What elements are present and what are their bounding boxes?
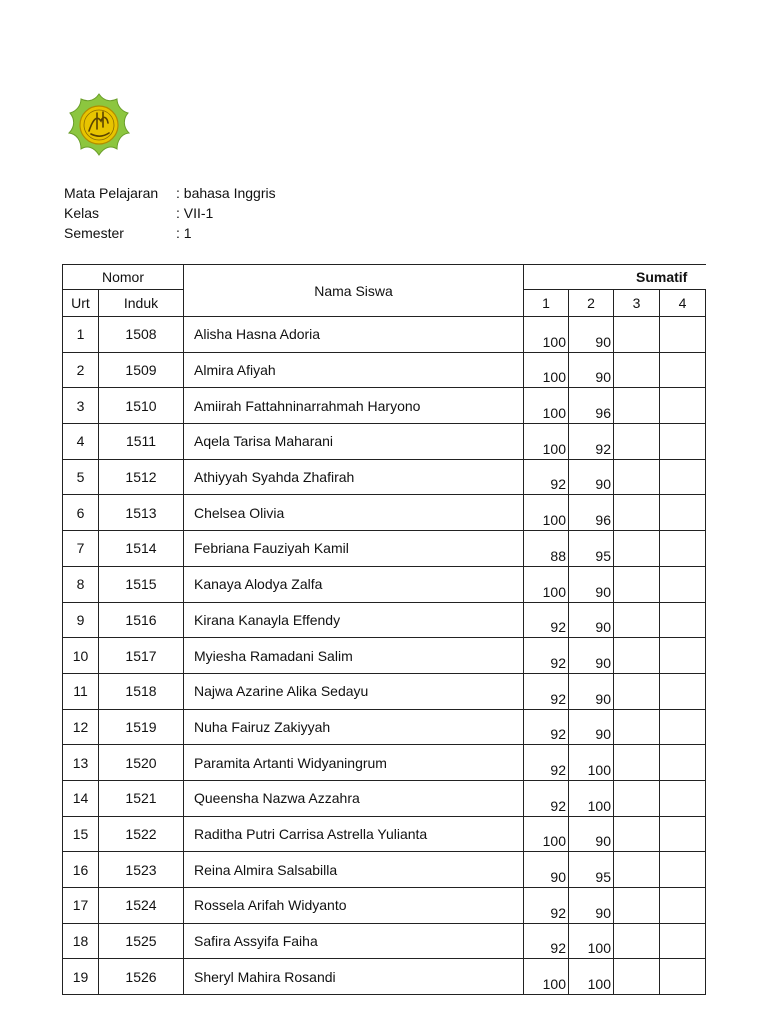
urt-header: Urt xyxy=(63,290,99,317)
row-nama: Rossela Arifah Widyanto xyxy=(184,888,524,924)
row-sumatif-1: 92 xyxy=(524,673,569,709)
table-row xyxy=(63,816,706,852)
row-urt: 4 xyxy=(63,424,99,460)
table-row xyxy=(63,388,706,424)
row-sumatif-3 xyxy=(614,388,660,424)
row-sumatif-4 xyxy=(660,495,706,531)
table-row xyxy=(63,673,706,709)
row-sumatif-4 xyxy=(660,745,706,781)
row-sumatif-2: 90 xyxy=(569,566,614,602)
table-row xyxy=(63,352,706,388)
row-sumatif-3 xyxy=(614,852,660,888)
row-induk: 1520 xyxy=(99,745,184,781)
row-nama: Nuha Fairuz Zakiyyah xyxy=(184,709,524,745)
row-urt: 10 xyxy=(63,638,99,674)
nomor-header: Nomor xyxy=(63,265,184,290)
sumatif-header: Sumatif xyxy=(524,265,706,290)
row-sumatif-2: 92 xyxy=(569,424,614,460)
row-induk: 1517 xyxy=(99,638,184,674)
row-induk: 1509 xyxy=(99,352,184,388)
row-induk: 1516 xyxy=(99,602,184,638)
table-row xyxy=(63,923,706,959)
row-induk: 1510 xyxy=(99,388,184,424)
row-induk: 1514 xyxy=(99,531,184,567)
row-induk: 1515 xyxy=(99,566,184,602)
row-sumatif-1: 92 xyxy=(524,923,569,959)
row-sumatif-1: 92 xyxy=(524,780,569,816)
row-sumatif-2: 100 xyxy=(569,745,614,781)
row-sumatif-4 xyxy=(660,816,706,852)
row-nama: Febriana Fauziyah Kamil xyxy=(184,531,524,567)
row-urt: 5 xyxy=(63,459,99,495)
table-row xyxy=(63,495,706,531)
row-urt: 7 xyxy=(63,531,99,567)
row-sumatif-4 xyxy=(660,602,706,638)
row-sumatif-3 xyxy=(614,673,660,709)
row-sumatif-2: 100 xyxy=(569,923,614,959)
semester-value: : 1 xyxy=(176,225,192,241)
row-sumatif-3 xyxy=(614,888,660,924)
row-sumatif-4 xyxy=(660,317,706,353)
row-nama: Najwa Azarine Alika Sedayu xyxy=(184,673,524,709)
row-sumatif-4 xyxy=(660,959,706,995)
table-row xyxy=(63,852,706,888)
row-sumatif-4 xyxy=(660,780,706,816)
meta-class xyxy=(64,203,276,223)
subject-label: Mata Pelajaran xyxy=(64,185,159,201)
row-sumatif-1: 100 xyxy=(524,495,569,531)
row-sumatif-3 xyxy=(614,638,660,674)
row-sumatif-4 xyxy=(660,531,706,567)
row-induk: 1524 xyxy=(99,888,184,924)
meta-semester xyxy=(64,223,276,243)
row-sumatif-4 xyxy=(660,923,706,959)
row-induk: 1526 xyxy=(99,959,184,995)
row-induk: 1513 xyxy=(99,495,184,531)
row-sumatif-2: 96 xyxy=(569,495,614,531)
table-row xyxy=(63,424,706,460)
row-sumatif-2: 90 xyxy=(569,602,614,638)
row-nama: Almira Afiyah xyxy=(184,352,524,388)
row-urt: 12 xyxy=(63,709,99,745)
row-nama: Athiyyah Syahda Zhafirah xyxy=(184,459,524,495)
row-sumatif-3 xyxy=(614,816,660,852)
row-sumatif-4 xyxy=(660,388,706,424)
row-sumatif-1: 100 xyxy=(524,816,569,852)
row-sumatif-4 xyxy=(660,459,706,495)
row-induk: 1523 xyxy=(99,852,184,888)
table-row xyxy=(63,780,706,816)
row-sumatif-3 xyxy=(614,459,660,495)
table-row xyxy=(63,959,706,995)
row-sumatif-3 xyxy=(614,923,660,959)
row-induk: 1521 xyxy=(99,780,184,816)
row-sumatif-1: 100 xyxy=(524,959,569,995)
row-nama: Safira Assyifa Faiha xyxy=(184,923,524,959)
sumatif-col-4: 4 xyxy=(660,290,706,317)
row-nama: Sheryl Mahira Rosandi xyxy=(184,959,524,995)
row-sumatif-2: 95 xyxy=(569,531,614,567)
row-urt: 19 xyxy=(63,959,99,995)
induk-header: Induk xyxy=(99,290,184,317)
table-row xyxy=(63,638,706,674)
row-induk: 1518 xyxy=(99,673,184,709)
row-sumatif-3 xyxy=(614,424,660,460)
row-sumatif-4 xyxy=(660,638,706,674)
row-sumatif-1: 100 xyxy=(524,566,569,602)
sumatif-col-2: 2 xyxy=(569,290,614,317)
nama-header: Nama Siswa xyxy=(184,265,524,317)
row-urt: 14 xyxy=(63,780,99,816)
row-sumatif-3 xyxy=(614,566,660,602)
row-sumatif-1: 92 xyxy=(524,745,569,781)
meta-subject xyxy=(64,183,276,203)
class-label: Kelas xyxy=(64,205,100,221)
row-urt: 13 xyxy=(63,745,99,781)
row-sumatif-4 xyxy=(660,673,706,709)
row-urt: 8 xyxy=(63,566,99,602)
row-nama: Kirana Kanayla Effendy xyxy=(184,602,524,638)
subject-value: : bahasa Inggris xyxy=(176,185,276,201)
row-sumatif-2: 90 xyxy=(569,816,614,852)
row-urt: 3 xyxy=(63,388,99,424)
grades-table xyxy=(62,264,706,995)
table-row xyxy=(63,602,706,638)
row-sumatif-3 xyxy=(614,709,660,745)
row-nama: Myiesha Ramadani Salim xyxy=(184,638,524,674)
row-urt: 15 xyxy=(63,816,99,852)
table-row xyxy=(63,888,706,924)
row-nama: Raditha Putri Carrisa Astrella Yulianta xyxy=(184,816,524,852)
row-induk: 1525 xyxy=(99,923,184,959)
table-row xyxy=(63,531,706,567)
row-sumatif-2: 90 xyxy=(569,352,614,388)
row-sumatif-4 xyxy=(660,852,706,888)
row-sumatif-3 xyxy=(614,745,660,781)
row-nama: Amiirah Fattahninarrahmah Haryono xyxy=(184,388,524,424)
row-sumatif-1: 88 xyxy=(524,531,569,567)
row-induk: 1512 xyxy=(99,459,184,495)
semester-label: Semester xyxy=(64,225,124,241)
row-sumatif-4 xyxy=(660,424,706,460)
row-nama: Alisha Hasna Adoria xyxy=(184,317,524,353)
row-nama: Queensha Nazwa Azzahra xyxy=(184,780,524,816)
row-sumatif-2: 90 xyxy=(569,888,614,924)
row-sumatif-1: 90 xyxy=(524,852,569,888)
row-sumatif-2: 90 xyxy=(569,459,614,495)
row-nama: Kanaya Alodya Zalfa xyxy=(184,566,524,602)
row-sumatif-2: 100 xyxy=(569,959,614,995)
row-sumatif-1: 100 xyxy=(524,388,569,424)
meta-info xyxy=(64,183,276,243)
row-sumatif-1: 92 xyxy=(524,709,569,745)
row-sumatif-1: 92 xyxy=(524,888,569,924)
row-sumatif-2: 90 xyxy=(569,638,614,674)
row-urt: 17 xyxy=(63,888,99,924)
row-sumatif-3 xyxy=(614,780,660,816)
row-sumatif-3 xyxy=(614,352,660,388)
table-row xyxy=(63,566,706,602)
row-nama: Aqela Tarisa Maharani xyxy=(184,424,524,460)
table-row xyxy=(63,709,706,745)
row-sumatif-1: 92 xyxy=(524,602,569,638)
row-sumatif-2: 95 xyxy=(569,852,614,888)
row-sumatif-2: 96 xyxy=(569,388,614,424)
header-row-1 xyxy=(63,265,706,290)
row-sumatif-3 xyxy=(614,602,660,638)
row-urt: 9 xyxy=(63,602,99,638)
row-urt: 11 xyxy=(63,673,99,709)
row-sumatif-3 xyxy=(614,317,660,353)
row-sumatif-2: 100 xyxy=(569,780,614,816)
row-sumatif-3 xyxy=(614,959,660,995)
row-induk: 1511 xyxy=(99,424,184,460)
row-sumatif-1: 100 xyxy=(524,317,569,353)
sumatif-col-3: 3 xyxy=(614,290,660,317)
row-induk: 1522 xyxy=(99,816,184,852)
row-sumatif-3 xyxy=(614,495,660,531)
row-induk: 1519 xyxy=(99,709,184,745)
row-urt: 16 xyxy=(63,852,99,888)
sumatif-col-1: 1 xyxy=(524,290,569,317)
row-sumatif-4 xyxy=(660,566,706,602)
row-sumatif-1: 100 xyxy=(524,352,569,388)
row-sumatif-2: 90 xyxy=(569,709,614,745)
row-nama: Reina Almira Salsabilla xyxy=(184,852,524,888)
school-logo xyxy=(64,92,134,158)
table-row xyxy=(63,317,706,353)
row-sumatif-1: 92 xyxy=(524,638,569,674)
row-sumatif-1: 100 xyxy=(524,424,569,460)
row-sumatif-4 xyxy=(660,709,706,745)
row-nama: Chelsea Olivia xyxy=(184,495,524,531)
class-value: : VII-1 xyxy=(176,205,214,221)
row-urt: 6 xyxy=(63,495,99,531)
row-sumatif-1: 92 xyxy=(524,459,569,495)
row-sumatif-2: 90 xyxy=(569,673,614,709)
row-sumatif-4 xyxy=(660,352,706,388)
table-row xyxy=(63,745,706,781)
row-sumatif-2: 90 xyxy=(569,317,614,353)
row-sumatif-4 xyxy=(660,888,706,924)
row-nama: Paramita Artanti Widyaningrum xyxy=(184,745,524,781)
table-row xyxy=(63,459,706,495)
row-urt: 2 xyxy=(63,352,99,388)
row-urt: 18 xyxy=(63,923,99,959)
row-urt: 1 xyxy=(63,317,99,353)
row-induk: 1508 xyxy=(99,317,184,353)
row-sumatif-3 xyxy=(614,531,660,567)
